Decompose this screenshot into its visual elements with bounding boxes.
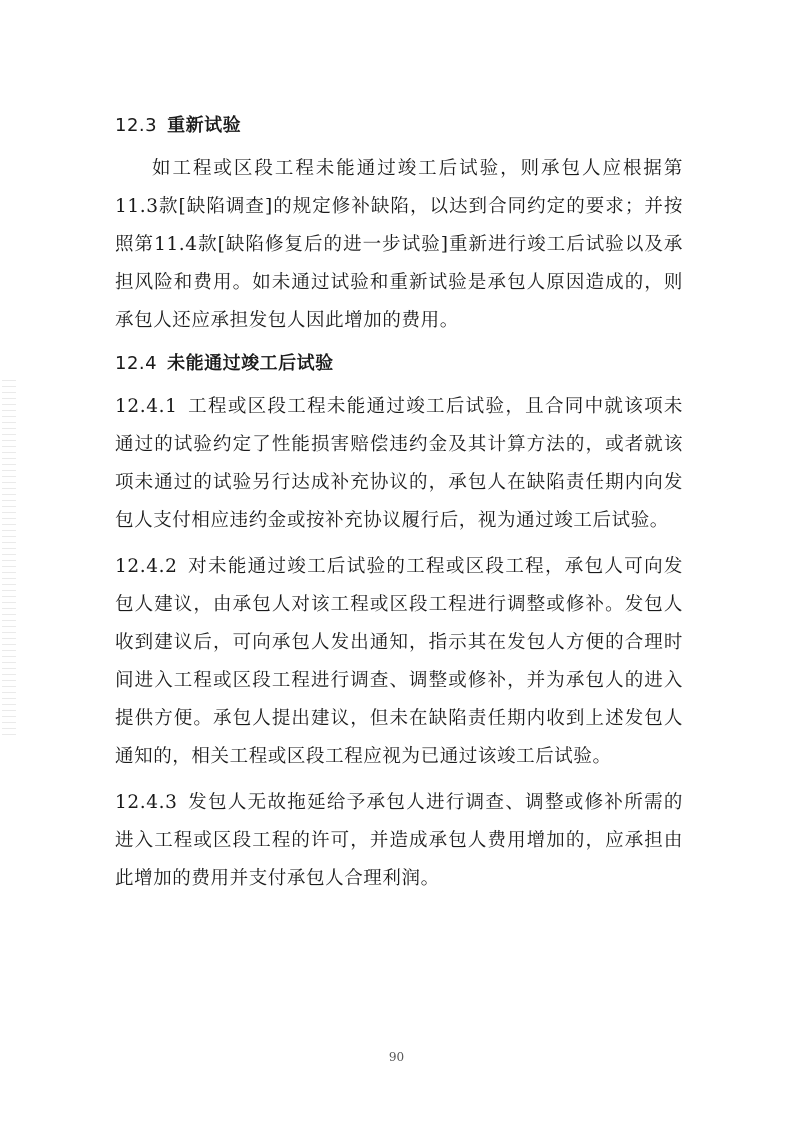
section-number: 12.3 — [115, 115, 158, 136]
clause-number: 12.4.3 — [115, 792, 178, 813]
section-title: 未能通过竣工后试验 — [167, 353, 334, 374]
page-number: 90 — [388, 1050, 405, 1064]
section-heading-12-4 — [115, 346, 683, 382]
paragraph-12-3: 如工程或区段工程未能通过竣工后试验，则承包人应根据第11.3款[缺陷调查]的规定修补缺陷，以达到合同约定的要求；并按照第11.4款[缺陷修复后的进一步试验]重新进行竣工后试验以及承担风险和费用。如未通过试验和重新试验是承包人原因造成的，则承包人还应承担发包人因此增加的费用。 — [115, 158, 683, 331]
clause-number: 12.4.1 — [115, 396, 178, 417]
clause-text: 对未能通过竣工后试验的工程或区段工程，承包人可向发包人建议，由承包人对该工程或区段工程进行调整或修补。发包人收到建议后，可向承包人发出通知，指示其在发包人方便的合理时间进入工程或区段工程进行调查、调整或修补，并为承包人的进入提供方便。承包人提出建议，但未在缺陷责任期内收到上述发包人通知的，相关工程或区段工程应视为已通过该竣工后试验。 — [115, 556, 683, 767]
clause-12-4-1 — [115, 388, 683, 540]
clause-12-4-3 — [115, 784, 683, 898]
section-title: 重新试验 — [167, 115, 242, 136]
clause-12-4-2 — [115, 548, 683, 776]
page-content — [115, 108, 683, 898]
clause-text: 工程或区段工程未能通过竣工后试验，且合同中就该项未通过的试验约定了性能损害赔偿违约金及其计算方法的，或者就该项未通过的试验另行达成补充协议的，承包人在缺陷责任期内向发包人支付相应违约金或按补充协议履行后，视为通过竣工后试验。 — [115, 396, 683, 531]
scan-edge-noise — [2, 380, 16, 740]
section-number: 12.4 — [115, 353, 158, 374]
section-heading-12-3 — [115, 108, 683, 144]
clause-text: 发包人无故拖延给予承包人进行调查、调整或修补所需的进入工程或区段工程的许可，并造成承包人费用增加的，应承担由此增加的费用并支付承包人合理利润。 — [115, 792, 683, 889]
clause-number: 12.4.2 — [115, 556, 178, 577]
